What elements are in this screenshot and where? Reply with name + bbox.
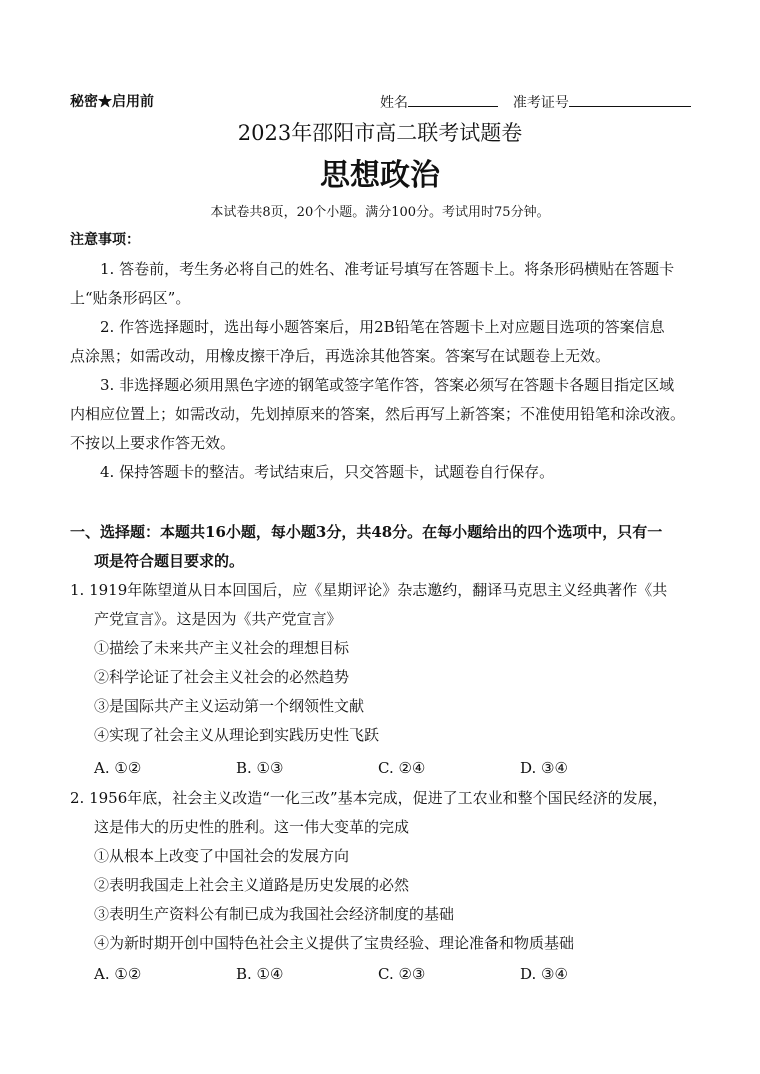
- q2-option-d: D. ③④: [520, 965, 568, 983]
- q2-statement-2: ②表明我国走上社会主义道路是历史发展的必然: [94, 876, 410, 894]
- name-label: 姓名: [380, 95, 408, 111]
- secret-label: 秘密★启用前: [70, 94, 154, 110]
- q1-statement-4: ④实现了社会主义从理论到实践历史性飞跃: [94, 726, 380, 744]
- q2-statement-1: ①从根本上改变了中国社会的发展方向: [94, 847, 350, 865]
- subject-title: 思想政治: [320, 158, 440, 193]
- q1-statement-3: ③是国际共产主义运动第一个纲领性文献: [94, 697, 365, 715]
- q2-stem: 2. 1956年底，社会主义改造“一化三改”基本完成，促进了工农业和整个国民经济的发展，: [70, 789, 668, 807]
- id-blank: [569, 92, 691, 107]
- notice-item-1-cont: 上“贴条形码区”。: [70, 289, 191, 307]
- notice-item-1: 1. 答卷前，考生务必将自己的姓名、准考证号填写在答题卡上。将条形码横贴在答题卡: [100, 260, 675, 278]
- section-heading: 一、选择题：本题共16小题，每小题3分，共48分。在每小题给出的四个选项中，只有一: [70, 523, 663, 541]
- q1-statement-1: ①描绘了未来共产主义社会的理想目标: [94, 639, 350, 657]
- exam-info: 本试卷共8页，20个小题。满分100分。考试用时75分钟。: [210, 205, 550, 220]
- q2-option-a: A. ①②: [94, 965, 142, 983]
- page-title: 2023年邵阳市高二联考试题卷: [237, 121, 523, 145]
- notice-item-3: 3. 非选择题必须用黑色字迹的钢笔或签字笔作答，答案必须写在答题卡各题目指定区域: [100, 376, 675, 394]
- q1-stem-cont: 产党宣言》。这是因为《共产党宣言》: [94, 610, 342, 628]
- section-heading-cont: 项是符合题目要求的。: [94, 552, 245, 570]
- q1-option-a: A. ①②: [94, 759, 142, 777]
- q1-statement-2: ②科学论证了社会主义社会的必然趋势: [94, 668, 350, 686]
- name-field: [380, 92, 691, 113]
- q2-option-c: C. ②③: [378, 965, 426, 983]
- notice-item-3-cont2: 不按以上要求作答无效。: [70, 434, 236, 452]
- q2-stem-cont: 这是伟大的历史性的胜利。这一伟大变革的完成: [94, 818, 410, 836]
- id-label: 准考证号: [512, 95, 569, 111]
- notice-item-4: 4. 保持答题卡的整洁。考试结束后，只交答题卡，试题卷自行保存。: [100, 463, 555, 481]
- q2-statement-3: ③表明生产资料公有制已成为我国社会经济制度的基础: [94, 905, 455, 923]
- q1-option-c: C. ②④: [378, 759, 426, 777]
- q2-option-b: B. ①④: [236, 965, 284, 983]
- notice-item-3-cont: 内相应位置上；如需改动，先划掉原来的答案，然后再写上新答案；不准使用铅笔和涂改液。: [70, 405, 686, 423]
- q1-option-d: D. ③④: [520, 759, 568, 777]
- q1-stem: 1. 1919年陈望道从日本回国后，应《星期评论》杂志邀约，翻译马克思主义经典著作《共: [70, 581, 668, 599]
- notice-item-2: 2. 作答选择题时，选出每小题答案后，用2B铅笔在答题卡上对应题目选项的答案信息: [100, 318, 665, 336]
- notice-heading: 注意事项：: [70, 232, 140, 248]
- notice-item-2-cont: 点涂黑；如需改动，用橡皮擦干净后，再选涂其他答案。答案写在试题卷上无效。: [70, 347, 611, 365]
- q1-option-b: B. ①③: [236, 759, 284, 777]
- name-blank: [408, 92, 498, 107]
- q2-statement-4: ④为新时期开创中国特色社会主义提供了宝贵经验、理论准备和物质基础: [94, 934, 575, 952]
